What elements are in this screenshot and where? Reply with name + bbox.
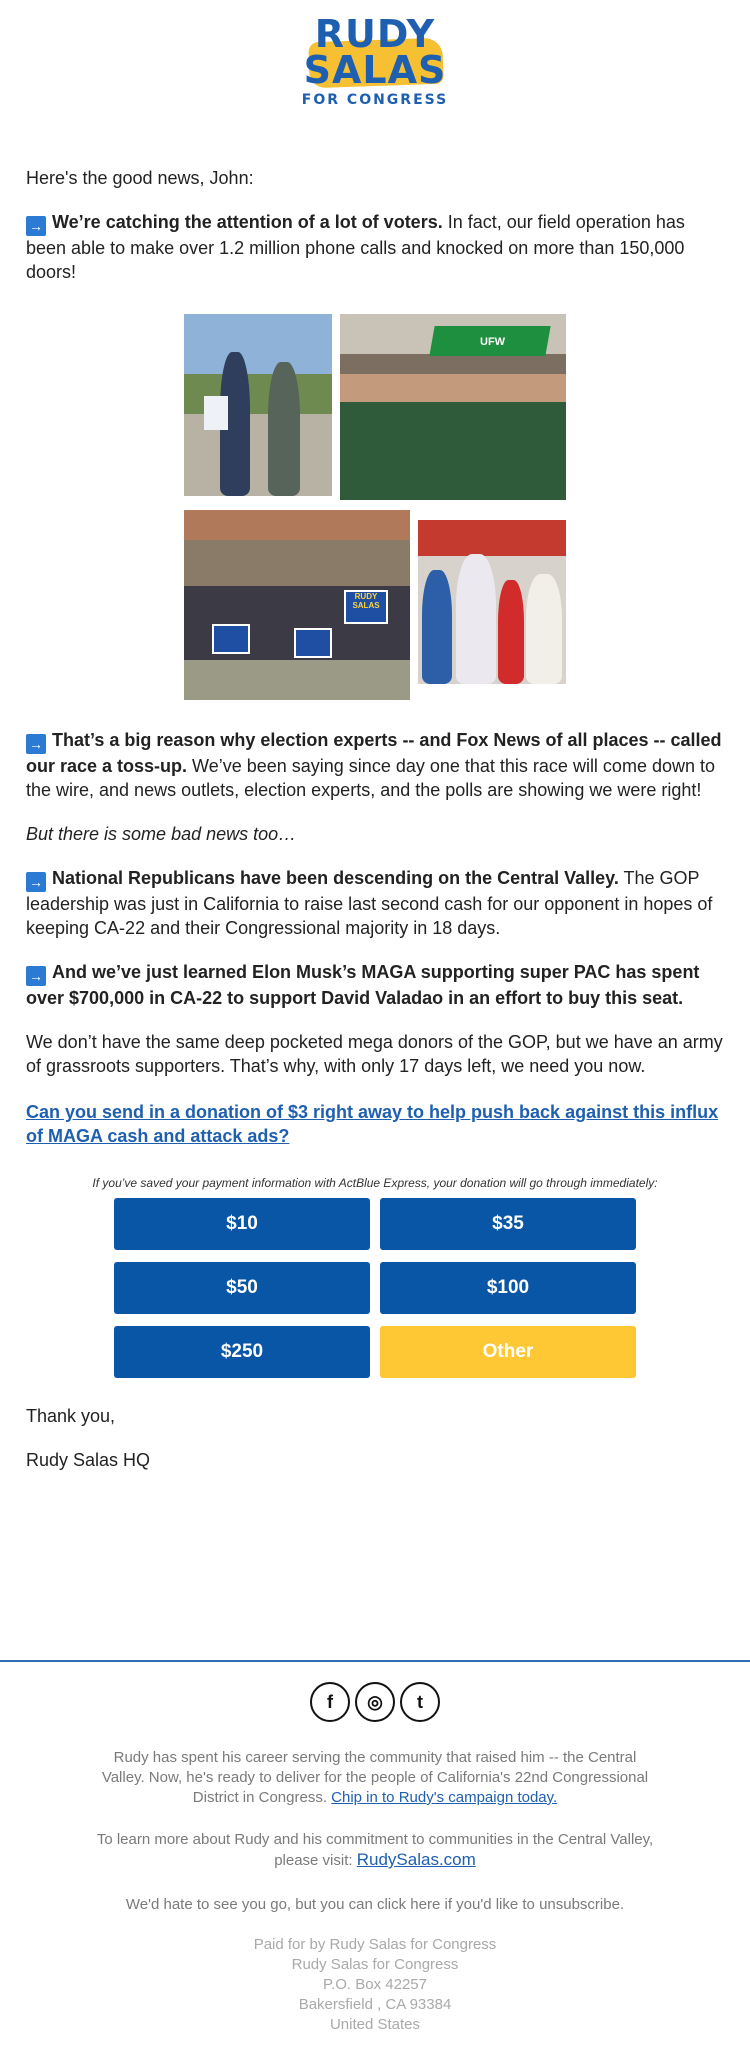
logo-salas-text: SALAS [303,48,447,92]
rally-sign [212,624,250,654]
footer-learn-text: To learn more about Rudy and his commitment to communities in the Central Valley, please visit: [96,1831,654,1869]
photo-canvassing [184,314,332,496]
po-box-line: P.O. Box 42257 [323,1976,427,1993]
paragraph-bold: And we’ve just learned Elon Musk’s MAGA supporting super PAC has spent over $700,000 in CA-22 to support David Valadao in an effort to buy this seat. [26,962,700,1008]
city-line: Bakersfield , CA 93384 [298,1996,452,2013]
donate-link[interactable]: Can you send in a donation of $3 right away to help push back against this influx of MAGA cash and attack ads? [26,1102,719,1146]
paragraph-text: The GOP leadership was just in California to raise last second cash for our opponent in hopes of keeping CA-22 and their Congressional majority in 18 days. [26,868,713,938]
photo-rally-group [184,510,410,700]
donate-other-button[interactable]: Other [380,1326,636,1378]
donate-50-button[interactable]: $50 [114,1262,370,1314]
paragraph-grassroots: We don’t have the same deep pocketed mega donors of the GOP, but we have an army of grassroots supporters. That’s why, with only 17 days left, we need you now. [26,1032,723,1076]
footer-about [95,1748,655,1808]
website-link[interactable]: RudySalas.com [356,1850,476,1869]
footer-address [95,1935,655,2035]
social-links [0,1682,750,1722]
arrow-right-icon: → [26,872,46,892]
donate-10-button[interactable]: $10 [114,1198,370,1250]
donate-35-button[interactable]: $35 [380,1198,636,1250]
paragraph-bold: We’re catching the attention of a lot of voters. [52,212,443,232]
paragraph-text: In fact, our field operation has been able to make over 1.2 million phone calls and knocked on more than 150,000 doors! [26,212,685,282]
photo-collage [0,314,750,704]
chip-in-link[interactable]: Chip in to Rudy's campaign today. [331,1789,558,1806]
arrow-right-icon: → [26,216,46,236]
actblue-note: If you’ve saved your payment information with ActBlue Express, your donation will go through immediately: [92,1176,658,1190]
org-line: Rudy Salas for Congress [291,1956,459,1973]
campaign-logo[interactable] [295,12,455,110]
email-footer [0,1660,750,2035]
facebook-icon[interactable]: f [310,1682,350,1722]
arrow-right-icon: → [26,734,46,754]
donate-250-button[interactable]: $250 [114,1326,370,1378]
paid-for-line: Paid for by Rudy Salas for Congress [253,1936,497,1953]
photo-supporters [418,520,566,684]
signature: Rudy Salas HQ [26,1450,151,1470]
rally-sign-label: RUDY SALAS [344,590,388,624]
greeting: Here's the good news, John: [26,168,254,188]
country-line: United States [329,2016,421,2033]
paragraph-bold: That’s a big reason why election experts -- and Fox News of all places -- called our race a toss-up. [26,730,722,776]
twitter-icon[interactable]: t [400,1682,440,1722]
paragraph-bold: National Republicans have been descending on the Central Valley. [52,868,619,888]
bad-news-line: But there is some bad news too… [26,824,297,844]
paragraph-text: We’ve been saying since day one that this race will come down to the wire, and news outlets, election experts, and the polls are showing we were right! [26,756,715,800]
donation-buttons [114,1198,636,1378]
paragraph-voters [26,210,724,284]
unsubscribe-line[interactable]: We'd hate to see you go, but you can click here if you'd like to unsubscribe. [125,1896,625,1913]
photo-ufw-group [340,314,566,500]
email-page [0,12,750,2051]
logo-for-congress-text: FOR CONGRESS [301,92,449,108]
footer-learn [95,1830,655,1871]
paragraph-super-pac [26,960,724,1010]
paragraph-toss-up [26,728,724,802]
thanks-line: Thank you, [26,1406,116,1426]
instagram-icon[interactable]: ◎ [355,1682,395,1722]
tent-label: UFW [480,336,506,348]
arrow-right-icon: → [26,966,46,986]
donate-100-button[interactable]: $100 [380,1262,636,1314]
footer-about-text: Rudy has spent his career serving the community that raised him -- the Central Valley. Now, he's ready to deliver for the people of California's 22nd Congressional District in Congress. [101,1749,649,1806]
paragraph-republicans [26,866,724,940]
rally-sign [294,628,332,658]
logo-rudy-text: RUDY [314,12,436,56]
